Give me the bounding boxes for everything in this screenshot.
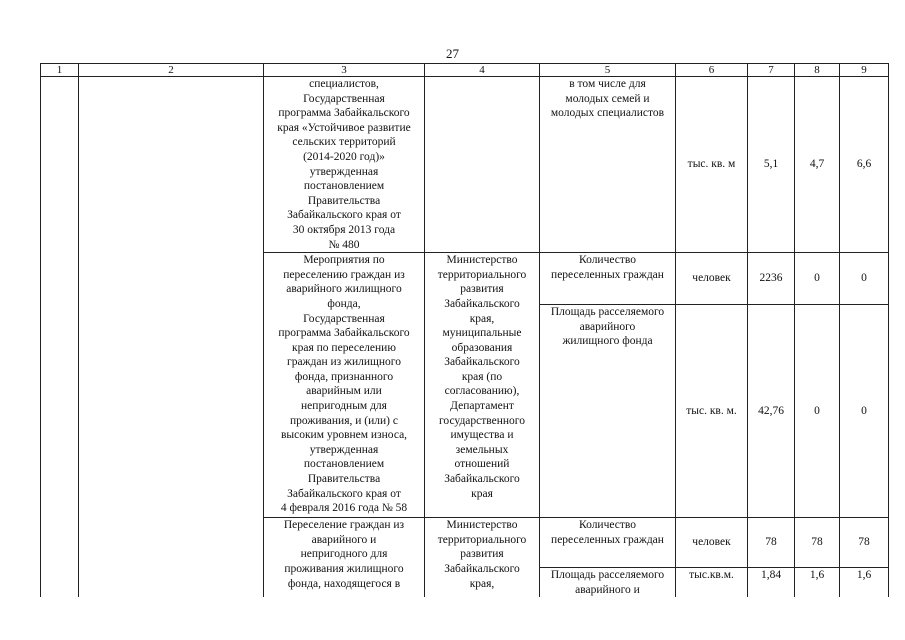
value-cell-7: 2236 [748,253,795,305]
value-cell-9: 6,6 [840,77,889,253]
empty-executor-cell [425,77,540,253]
empty-cell-col2 [79,77,264,598]
unit-cell: тыс. кв. м [676,77,748,253]
program-cell: Переселение граждан из аварийного и непригодного для проживания жилищного фонда, находящегося в [264,518,425,598]
indicator-cell: Количество переселенных граждан [540,518,676,568]
unit-cell: тыс. кв. м. [676,305,748,518]
executor-cell: Министерство территориального развития Забайкальского края, [425,518,540,598]
unit-cell: человек [676,518,748,568]
value-cell-9: 1,6 [840,568,889,598]
table-row [41,77,889,253]
indicator-cell: в том числе для молодых семей и молодых специалистов [540,77,676,253]
value-cell-8: 0 [795,253,840,305]
value-cell-9: 78 [840,518,889,568]
value-cell-8: 0 [795,305,840,518]
indicator-cell: Площадь расселяемого аварийного жилищного фонда [540,305,676,518]
value-cell-7: 1,84 [748,568,795,598]
header-cell-1: 1 [41,64,79,77]
unit-cell: тыс.кв.м. [676,568,748,598]
header-cell-7: 7 [748,64,795,77]
indicator-cell: Количество переселенных граждан [540,253,676,305]
page-number: 27 [446,46,459,61]
value-cell-8: 78 [795,518,840,568]
value-cell-7: 78 [748,518,795,568]
indicators-table [40,63,889,597]
program-cell: специалистов, Государственная программа Забайкальского края «Устойчивое развитие сельских территорий (2014-2020 год)» утвержденная постановлением Правительства Забайкальского края от 30 октября 2013 года № 480 [264,77,425,253]
value-cell-9: 0 [840,253,889,305]
header-cell-4: 4 [425,64,540,77]
value-cell-9: 0 [840,305,889,518]
value-cell-8: 1,6 [795,568,840,598]
header-cell-5: 5 [540,64,676,77]
value-cell-8: 4,7 [795,77,840,253]
value-cell-7: 42,76 [748,305,795,518]
unit-cell: человек [676,253,748,305]
header-cell-9: 9 [840,64,889,77]
header-cell-6: 6 [676,64,748,77]
header-row [41,64,889,77]
value-cell-7: 5,1 [748,77,795,253]
indicator-cell: Площадь расселяемого аварийного и [540,568,676,598]
header-cell-8: 8 [795,64,840,77]
header-cell-3: 3 [264,64,425,77]
empty-cell-col1 [41,77,79,598]
program-cell: Мероприятия по переселению граждан из аварийного жилищного фонда, Государственная программа Забайкальского края по переселению граждан из жилищного фонда, признанного аварийным или непригодным для проживания, и (или) с высоким уровнем износа, утвержденная постановлением Правительства Забайкальского края от 4 февраля 2016 года № 58 [264,253,425,518]
header-cell-2: 2 [79,64,264,77]
executor-cell: Министерство территориального развития Забайкальского края, муниципальные образования Забайкальского края (по согласованию), Департамент государственного имущества и земельных отношений Забайкальского края [425,253,540,518]
